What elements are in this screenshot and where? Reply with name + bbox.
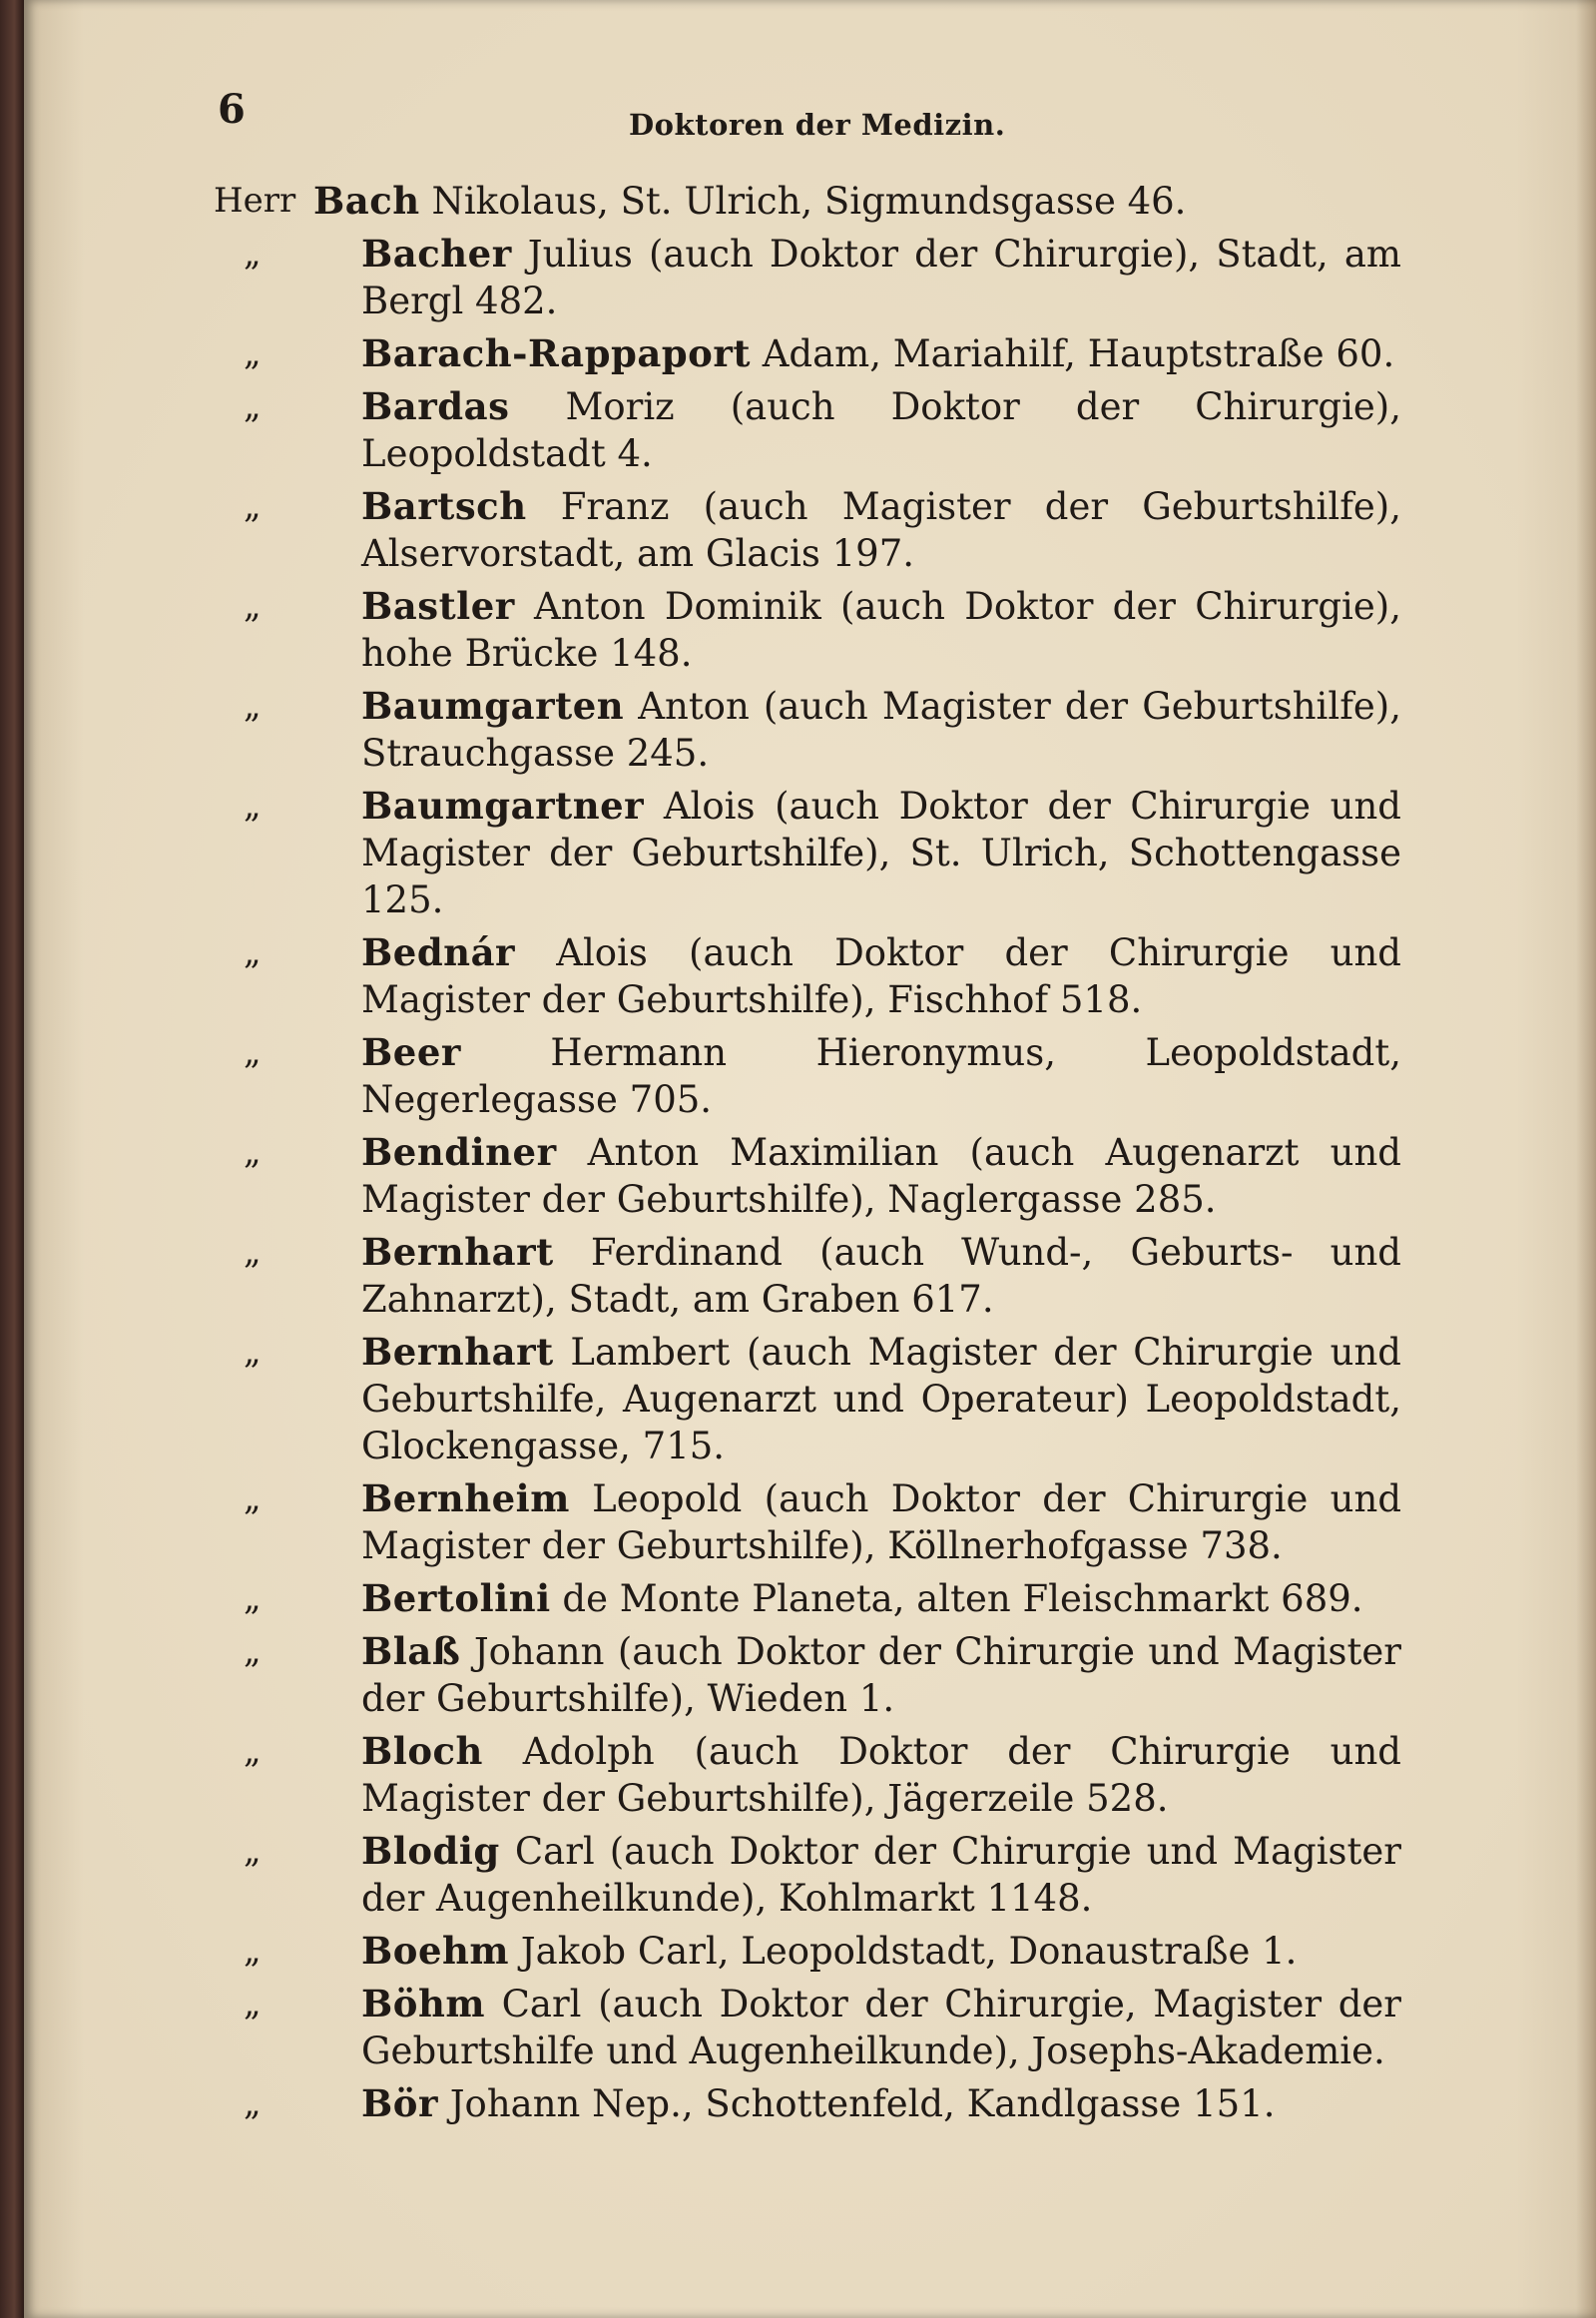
entry-blodig — [214, 1828, 1401, 1922]
entry-name: Beer — [361, 1030, 461, 1074]
ditto-mark: „ — [244, 486, 262, 526]
book-binding — [0, 0, 24, 2318]
entry-details: Ferdinand (auch Wund-, Geburts- und Zahnarzt), Stadt, am Graben 617. — [361, 1231, 1401, 1321]
entry-name: Bach — [313, 179, 420, 223]
entry-boehm-carl — [214, 1981, 1401, 2074]
entry-boehm — [214, 1928, 1401, 1975]
running-head: Doktoren der Medizin. — [629, 108, 1006, 142]
entry-boer — [214, 2080, 1401, 2127]
entry-details: Johann Nep., Schottenfeld, Kandlgasse 151. — [437, 2082, 1276, 2125]
entry-details: Johann (auch Doktor der Chirurgie und Magister der Geburtshilfe), Wieden 1. — [361, 1630, 1401, 1720]
entry-details: Hermann Hieronymus, Leopoldstadt, Negerlegasse 705. — [361, 1031, 1401, 1121]
ditto-mark: „ — [244, 1578, 262, 1618]
ditto-mark: „ — [244, 1332, 262, 1372]
directory-entries — [214, 178, 1401, 2133]
entry-name: Böhm — [361, 1982, 486, 2026]
entry-name: Bardas — [361, 384, 510, 428]
entry-name: Baumgartner — [361, 784, 645, 828]
entry-bernheim — [214, 1475, 1401, 1569]
entry-bertolini — [214, 1575, 1401, 1622]
entry-name: Barach-Rappaport — [361, 331, 751, 375]
entry-bendiner — [214, 1129, 1401, 1223]
ditto-mark: „ — [244, 2083, 262, 2123]
ditto-mark: „ — [244, 1478, 262, 1518]
entry-details: Franz (auch Magister der Geburtshilfe), Alservorstadt, am Glacis 197. — [361, 485, 1401, 575]
entry-details: Anton Dominik (auch Doktor der Chirurgie), hohe Brücke 148. — [361, 585, 1401, 675]
entry-bach — [214, 178, 1401, 225]
entry-bacher — [214, 231, 1401, 324]
entry-details: Adolph (auch Doktor der Chirurgie und Magister der Geburtshilfe), Jägerzeile 528. — [361, 1730, 1401, 1820]
ditto-mark: „ — [244, 1731, 262, 1771]
entry-details: Alois (auch Doktor der Chirurgie und Magister der Geburtshilfe), St. Ulrich, Schottengasse 125. — [361, 785, 1401, 921]
entry-beer — [214, 1029, 1401, 1123]
entry-blass — [214, 1628, 1401, 1722]
entry-marker: Herr — [214, 181, 296, 221]
ditto-mark: „ — [244, 1931, 262, 1971]
ditto-mark: „ — [244, 234, 262, 274]
entry-name: Blodig — [361, 1829, 500, 1873]
ditto-mark: „ — [244, 1984, 262, 2024]
ditto-mark: „ — [244, 386, 262, 426]
ditto-mark: „ — [244, 333, 262, 373]
ditto-mark: „ — [244, 1232, 262, 1272]
entry-baumgarten — [214, 683, 1401, 777]
ditto-mark: „ — [244, 786, 262, 826]
entry-name: Bacher — [361, 232, 512, 276]
entry-bernhart-ferdinand — [214, 1229, 1401, 1323]
entry-details: Alois (auch Doktor der Chirurgie und Magister der Geburtshilfe), Fischhof 518. — [361, 931, 1401, 1021]
page-number: 6 — [218, 86, 246, 133]
entry-bardas — [214, 383, 1401, 477]
entry-details: Adam, Mariahilf, Hauptstraße 60. — [750, 332, 1395, 375]
entry-details: Carl (auch Doktor der Chirurgie, Magister der Geburtshilfe und Augenheilkunde), Josephs-Akademie. — [361, 1983, 1401, 2072]
entry-name: Bartsch — [361, 484, 527, 528]
ditto-mark: „ — [244, 686, 262, 726]
entry-details: Leopold (auch Doktor der Chirurgie und Magister der Geburtshilfe), Köllnerhofgasse 738. — [361, 1477, 1401, 1567]
entry-barach-rappaport — [214, 330, 1401, 377]
entry-details: de Monte Planeta, alten Fleischmarkt 689. — [550, 1577, 1363, 1620]
entry-details: Jakob Carl, Leopoldstadt, Donaustraße 1. — [509, 1930, 1298, 1973]
entry-baumgartner — [214, 783, 1401, 923]
entry-name: Bertolini — [361, 1576, 551, 1620]
entry-details: Lambert (auch Magister der Chirurgie und Geburtshilfe, Augenarzt und Operateur) Leopoldstadt, Glockengasse, 715. — [361, 1331, 1401, 1467]
ditto-mark: „ — [244, 1132, 262, 1172]
ditto-mark: „ — [244, 932, 262, 972]
entry-bartsch — [214, 483, 1401, 577]
entry-name: Bloch — [361, 1729, 483, 1773]
entry-name: Bernheim — [361, 1476, 570, 1520]
page-edge-shadow — [1576, 0, 1596, 2318]
entry-details: Anton (auch Magister der Geburtshilfe), Strauchgasse 245. — [361, 685, 1401, 775]
ditto-mark: „ — [244, 1831, 262, 1871]
ditto-mark: „ — [244, 1032, 262, 1072]
entry-name: Bendiner — [361, 1130, 557, 1174]
entry-details: Nikolaus, St. Ulrich, Sigmundsgasse 46. — [419, 180, 1187, 223]
entry-name: Bastler — [361, 584, 515, 628]
entry-details: Julius (auch Doktor der Chirurgie), Stadt, am Bergl 482. — [361, 233, 1401, 322]
entry-name: Bernhart — [361, 1230, 554, 1274]
ditto-mark: „ — [244, 586, 262, 626]
entry-bastler — [214, 583, 1401, 677]
entry-bloch — [214, 1728, 1401, 1822]
entry-details: Carl (auch Doktor der Chirurgie und Magister der Augenheilkunde), Kohlmarkt 1148. — [361, 1830, 1401, 1920]
entry-name: Blaß — [361, 1629, 461, 1673]
entry-details: Moriz (auch Doktor der Chirurgie), Leopoldstadt 4. — [361, 385, 1401, 475]
entry-name: Baumgarten — [361, 684, 625, 728]
entry-name: Boehm — [361, 1929, 510, 1973]
entry-bernhart-lambert — [214, 1329, 1401, 1469]
entry-bednar — [214, 929, 1401, 1023]
entry-details: Anton Maximilian (auch Augenarzt und Magister der Geburtshilfe), Naglergasse 285. — [361, 1131, 1401, 1221]
entry-name: Bernhart — [361, 1330, 554, 1374]
entry-name: Bednár — [361, 930, 516, 974]
entry-name: Bör — [361, 2081, 438, 2125]
ditto-mark: „ — [244, 1631, 262, 1671]
